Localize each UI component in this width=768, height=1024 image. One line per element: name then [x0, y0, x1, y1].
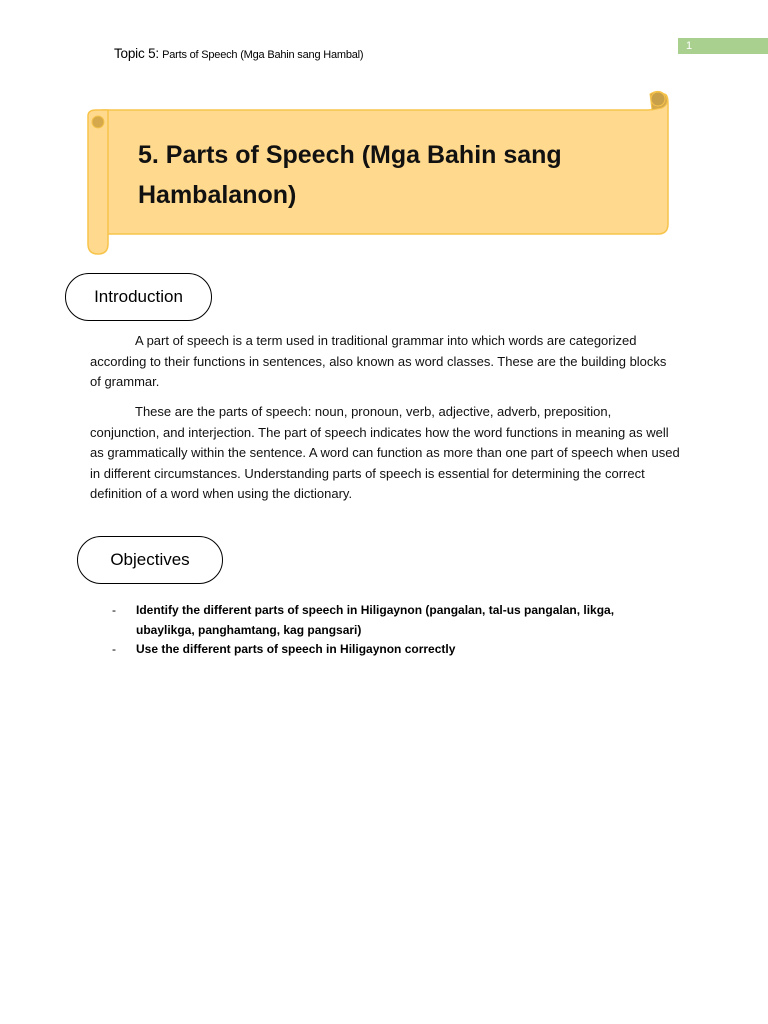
- introduction-heading: [65, 273, 212, 321]
- bullet-dash: -: [112, 603, 116, 617]
- page-number-badge: 1: [678, 38, 768, 54]
- intro-paragraph-1: A part of speech is a term used in traditional grammar into which words are categorized according to their functions in sentences, also known as word classes. These are the building blocks of grammar.: [90, 333, 667, 389]
- topic-text: Parts of Speech (Mga Bahin sang Hambal): [162, 49, 364, 61]
- objectives-heading: [77, 536, 223, 584]
- objectives-list: [112, 601, 672, 660]
- introduction-heading-label: Introduction: [94, 287, 183, 306]
- header-topic: [114, 46, 363, 61]
- objective-text: Use the different parts of speech in Hiligaynon correctly: [136, 642, 456, 656]
- topic-label: Topic 5:: [114, 46, 159, 61]
- objective-item: [112, 640, 672, 660]
- intro-paragraph-2: These are the parts of speech: noun, pronoun, verb, adjective, adverb, preposition, conjunction, and interjection. The part of speech indicates how the word functions in meaning as well as grammatically within the sentence. A word can function as more than one part of speech when used in different circumstances. Understanding parts of speech is essential for determining the correct definition of a word when using the dictionary.: [90, 404, 680, 501]
- bullet-dash: -: [112, 642, 116, 656]
- objective-text: Identify the different parts of speech in Hiligaynon (pangalan, tal-us pangalan, likga, ubaylikga, panghamtang, kag pangsari): [136, 603, 615, 637]
- page-title: 5. Parts of Speech (Mga Bahin sang Hambalanon): [138, 141, 562, 209]
- scroll-right-curl: [651, 92, 665, 106]
- objectives-heading-label: Objectives: [110, 550, 190, 569]
- scroll-left-curl: [92, 116, 104, 128]
- objective-item: [112, 601, 672, 640]
